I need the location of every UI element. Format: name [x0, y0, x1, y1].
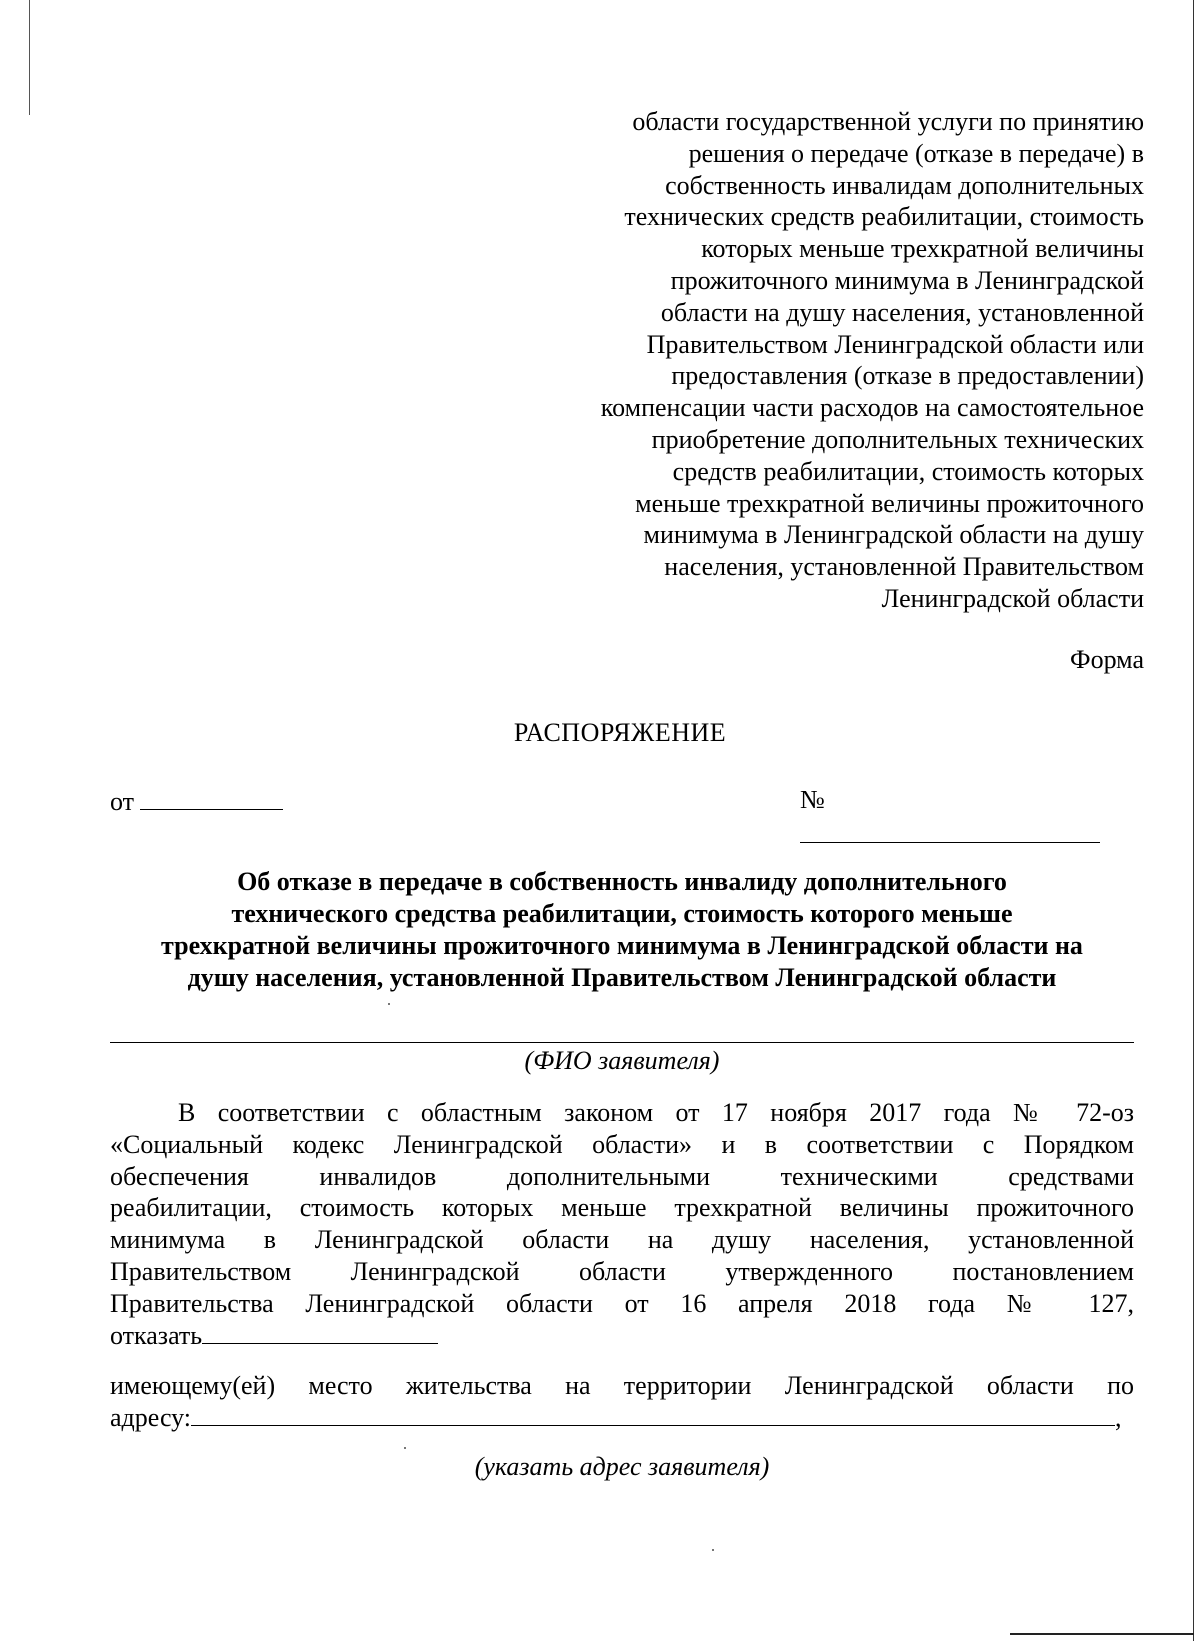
- header-line: населения, установленной Правительством: [664, 552, 1144, 582]
- scan-page-edge-right: [1193, 0, 1194, 1641]
- header-line: компенсации части расходов на самостоятельное: [600, 393, 1144, 423]
- scan-speck: [712, 1549, 714, 1551]
- scan-page-edge-left: [29, 0, 30, 115]
- subject-line: Об отказе в передаче в собственность инвалиду дополнительного: [237, 867, 1007, 896]
- header-line: меньше трехкратной величины прожиточного: [635, 488, 1144, 518]
- body-line: Правительством Ленинградской области утвержденного постановлением: [110, 1256, 1134, 1286]
- header-line: средств реабилитации, стоимость которых: [672, 456, 1144, 486]
- body-line: реабилитации, стоимость которых меньше трехкратной величины прожиточного: [110, 1193, 1134, 1223]
- body-line: «Социальный кодекс Ленинградской области» и в соответствии с Порядком: [110, 1129, 1134, 1159]
- applicant-name-blank-field[interactable]: [110, 1042, 1134, 1043]
- header-line: области на душу населения, установленной: [660, 297, 1144, 327]
- scan-page-edge-bottom: [1010, 1633, 1194, 1635]
- order-body-paragraph: [110, 1097, 1134, 1351]
- document-title: РАСПОРЯЖЕНИЕ: [513, 718, 727, 747]
- header-line: области государственной услуги по принятию: [632, 107, 1144, 136]
- body-line: минимума в Ленинградской области на душу населения, установленной: [110, 1225, 1134, 1255]
- subject-line: технического средства реабилитации, стоимость которого меньше: [231, 899, 1013, 928]
- refuse-line: [110, 1320, 1134, 1352]
- scan-speck: [388, 1003, 390, 1005]
- header-line: предоставления (отказе в предоставлении): [671, 361, 1144, 391]
- header-line: технических средств реабилитации, стоимость: [624, 202, 1144, 232]
- header-line: прожиточного минимума в Ленинградской: [670, 265, 1144, 295]
- form-label: Форма: [1070, 645, 1144, 674]
- address-blank-field[interactable]: [191, 1403, 1115, 1426]
- header-line: которых меньше трехкратной величины: [701, 234, 1144, 264]
- subject-line: душу населения, установленной Правительством Ленинградской области: [187, 963, 1057, 992]
- header-line: минимума в Ленинградской области на душу: [643, 520, 1144, 550]
- scan-speck: [404, 1447, 406, 1449]
- order-subject: [110, 866, 1134, 994]
- number-blank-field[interactable]: [800, 842, 1100, 843]
- address-end: ,: [1115, 1402, 1122, 1432]
- date-row: [110, 785, 283, 817]
- header-line: собственность инвалидам дополнительных: [665, 170, 1144, 200]
- address-caption: (указать адрес заявителя): [474, 1452, 770, 1481]
- date-label: от: [110, 787, 135, 816]
- body-line: Правительства Ленинградской области от 16 апреля 2018 года № 127,: [110, 1288, 1134, 1318]
- address-line: [110, 1402, 1134, 1434]
- residence-line: имеющему(ей) место жительства на территории Ленинградской области по: [110, 1371, 1134, 1400]
- body-line: В соответствии с областным законом от 17 ноября 2017 года № 72-оз: [178, 1098, 1134, 1127]
- header-line: Правительством Ленинградской области или: [646, 329, 1144, 359]
- refuse-word: отказать: [110, 1320, 203, 1350]
- date-blank-field[interactable]: [140, 785, 283, 810]
- residence-paragraph: [110, 1370, 1134, 1434]
- address-label: адресу:: [110, 1402, 192, 1432]
- header-line: решения о передаче (отказе в передаче) в: [688, 138, 1144, 168]
- body-line: обеспечения инвалидов дополнительными техническими средствами: [110, 1161, 1134, 1191]
- header-approval-text: [500, 106, 1144, 615]
- refuse-blank-field[interactable]: [202, 1321, 438, 1344]
- subject-line: трехкратной величины прожиточного минимума в Ленинградской области на: [161, 931, 1083, 960]
- header-line: Ленинградской области: [881, 583, 1144, 613]
- number-label: №: [800, 785, 825, 814]
- header-line: приобретение дополнительных технических: [651, 424, 1144, 454]
- applicant-name-caption: (ФИО заявителя): [524, 1046, 720, 1075]
